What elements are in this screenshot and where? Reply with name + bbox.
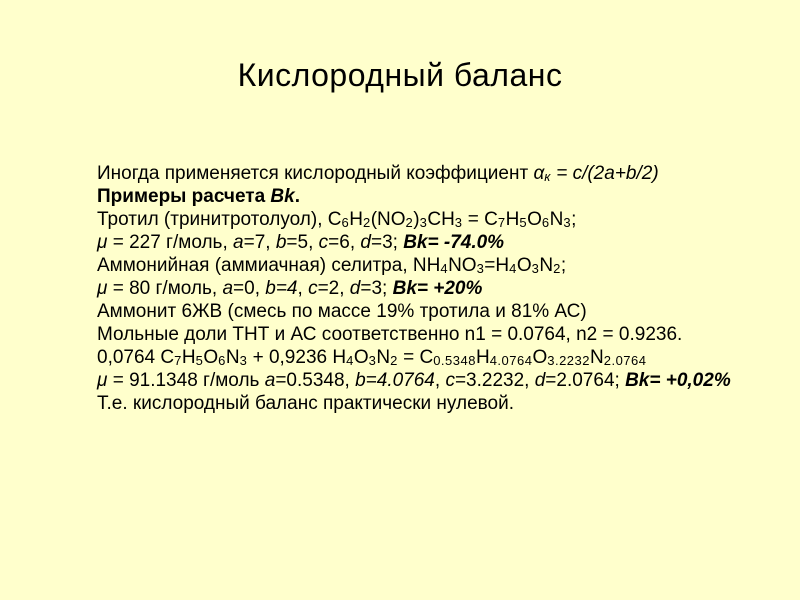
mixture-params-line: μ = 91.1348 г/моль a=0.5348, b=4.0764, c=3.2232, d=2.0764; Bk= +0,02% <box>97 370 731 391</box>
mu-symbol: μ <box>97 232 108 253</box>
ammonite-composition-line: Аммонит 6ЖВ (смесь по массе 19% тротила и 81% АС) <box>97 301 587 322</box>
nitrate-params-line: μ = 80 г/моль, a=0, b=4, c=2, d=3; Bk= +20% <box>97 278 483 299</box>
oxygen-coefficient-formula: $\alpha_к = c/(2a+b/2)$ <box>533 163 659 184</box>
mu-symbol: μ <box>97 278 108 299</box>
molar-fractions-line: Мольные доли ТНТ и АС соответственно n1 = 0.0764, n2 = 0.9236. <box>97 324 683 345</box>
tnt-params-line: μ = 227 г/моль, a=7, b=5, c=6, d=3; Bk= -74.0% <box>97 232 505 253</box>
bk-symbol: Bk <box>270 186 295 207</box>
tnt-formula-line: Тротил (тринитротолуол), $C_6H_2(NO_2)_3CH_3 = C_7H_5O_6N_3$; <box>97 209 577 230</box>
examples-heading: Примеры расчета Bk. <box>97 186 300 207</box>
nitrate-formula-line: Аммонийная (аммиачная) селитра, $NH_4NO_3=H_4O_3N_2$; <box>97 255 567 276</box>
bk-value-nitrate: Bk= +20% <box>392 278 483 299</box>
slide-body <box>97 162 772 415</box>
intro-line: Иногда применяется кислородный коэффициент $\alpha_к = c/(2a+b/2)$ <box>97 163 659 184</box>
bk-value-mixture: Bk= +0,02% <box>625 370 731 391</box>
bk-value-tnt: Bk= -74.0% <box>403 232 505 253</box>
conclusion-line: Т.е. кислородный баланс практически нулевой. <box>97 393 514 414</box>
mixture-formula-line: 0,0764 $C_7H_5O_6N_3 + 0,9236$ $H_4O_3N_2 = C_{0.5348}H_{4.0764}O_{3.2232}N_{2.0764}$ <box>97 347 647 368</box>
mu-symbol: μ <box>97 370 108 391</box>
slide-title: Кислородный баланс <box>237 57 563 93</box>
